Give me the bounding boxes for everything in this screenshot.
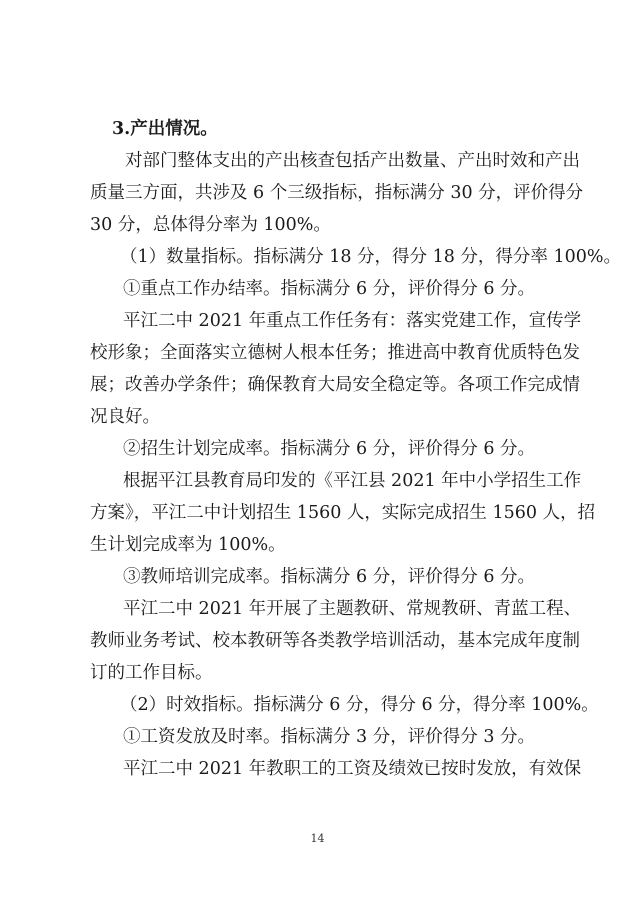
indicator-item: ①工资发放及时率。指标满分 3 分，评价得分 3 分。 xyxy=(123,727,536,747)
paragraph-line: 况良好。 xyxy=(90,407,160,427)
indicator-item: ②招生计划完成率。指标满分 6 分，评价得分 6 分。 xyxy=(123,439,536,459)
paragraph-line: 校形象；全面落实立德树人根本任务；推进高中教育优质特色发 xyxy=(90,343,580,363)
paragraph-line: 方案》，平江二中计划招生 1560 人，实际完成招生 1560 人，招 xyxy=(90,503,596,523)
subsection-heading: （1）数量指标。指标满分 18 分，得分 18 分，得分率 100%。 xyxy=(120,247,622,267)
paragraph-line: 平江二中 2021 年重点工作任务有：落实党建工作，宣传学 xyxy=(123,311,582,331)
paragraph-line: 订的工作目标。 xyxy=(90,663,213,683)
paragraph-line: 质量三方面，共涉及 6 个三级指标，指标满分 30 分，评价得分 xyxy=(90,183,584,203)
paragraph-line: 平江二中 2021 年开展了主题教研、常规教研、青蓝工程、 xyxy=(123,599,582,619)
section-heading: 3.产出情况。 xyxy=(112,119,218,139)
subsection-heading: （2）时效指标。指标满分 6 分，得分 6 分，得分率 100%。 xyxy=(120,695,599,715)
paragraph-line: 平江二中 2021 年教职工的工资及绩效已按时发放，有效保 xyxy=(123,759,582,779)
paragraph-line: 30 分，总体得分率为 100%。 xyxy=(90,215,331,235)
paragraph-line: 对部门整体支出的产出核查包括产出数量、产出时效和产出 xyxy=(125,151,580,171)
page-number: 14 xyxy=(310,832,325,845)
indicator-item: ③教师培训完成率。指标满分 6 分，评价得分 6 分。 xyxy=(123,567,536,587)
indicator-item: ①重点工作办结率。指标满分 6 分，评价得分 6 分。 xyxy=(123,279,536,299)
paragraph-line: 教师业务考试、校本教研等各类教学培训活动，基本完成年度制 xyxy=(90,631,580,651)
paragraph-line: 根据平江县教育局印发的《平江县 2021 年中小学招生工作 xyxy=(123,471,582,491)
paragraph-line: 展；改善办学条件；确保教育大局安全稳定等。各项工作完成情 xyxy=(90,375,580,395)
paragraph-line: 生计划完成率为 100%。 xyxy=(90,535,286,555)
